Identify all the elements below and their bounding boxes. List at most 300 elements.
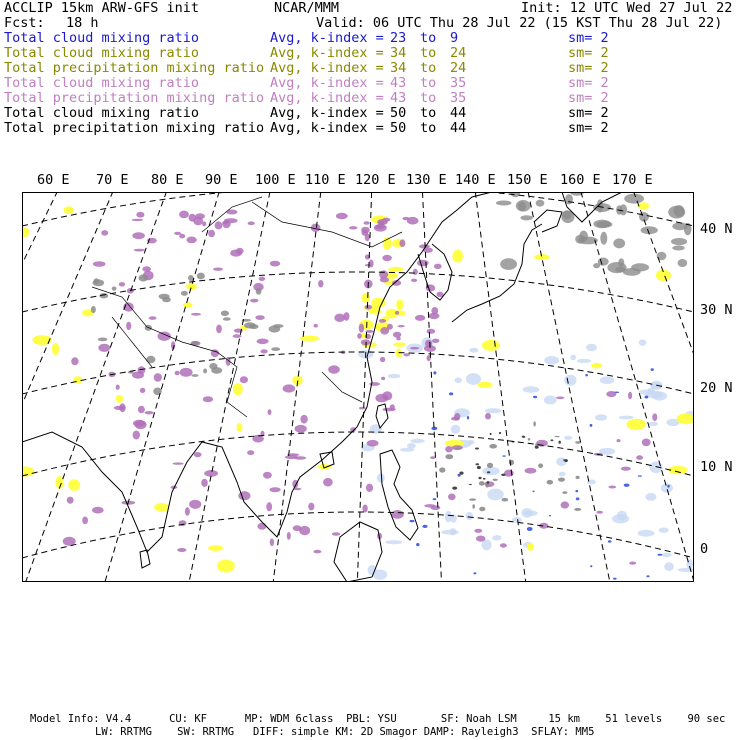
legend-k1: 43 xyxy=(390,90,407,106)
legend-sm: sm= 2 xyxy=(568,60,609,76)
cloud-cell xyxy=(585,374,588,376)
cloud-cell xyxy=(415,315,425,321)
cloud-cell xyxy=(500,543,507,547)
cloud-cell xyxy=(393,332,401,338)
cloud-cell xyxy=(396,337,400,341)
cloud-cell xyxy=(398,325,405,327)
cloud-cell xyxy=(313,550,321,554)
cloud-cell xyxy=(565,194,573,204)
cloud-cell xyxy=(591,363,602,369)
cloud-cell xyxy=(379,319,386,323)
cloud-cell xyxy=(606,391,616,397)
cloud-cell xyxy=(93,261,106,267)
cloud-cell xyxy=(180,368,193,377)
legend-to: to xyxy=(420,105,437,121)
cloud-cell xyxy=(73,376,82,383)
cloud-cell xyxy=(477,466,481,469)
cloud-cell xyxy=(359,407,366,410)
cloud-cell xyxy=(285,455,298,459)
cloud-cell xyxy=(255,315,264,320)
legend-to: to xyxy=(420,120,437,136)
cloud-cell xyxy=(472,504,475,508)
cloud-cell xyxy=(189,500,201,509)
cloud-cell xyxy=(476,536,485,542)
cloud-cell xyxy=(201,479,208,487)
cloud-cell xyxy=(646,575,649,577)
cloud-cell xyxy=(645,396,649,399)
cloud-cell xyxy=(261,349,268,353)
cloud-cell xyxy=(135,420,147,429)
cloud-cell xyxy=(672,222,687,230)
cloud-cell xyxy=(678,259,688,267)
cloud-cell xyxy=(361,227,370,234)
cloud-cell xyxy=(375,225,385,230)
cloud-cell xyxy=(175,371,180,376)
cloud-cell xyxy=(357,333,362,339)
cloud-cell xyxy=(203,369,207,374)
legend-sm: sm= 2 xyxy=(568,105,609,121)
cloud-cell xyxy=(328,365,340,374)
cloud-cell xyxy=(400,448,415,452)
cloud-cell xyxy=(323,478,333,487)
cloud-cell xyxy=(362,293,371,303)
legend-name: Total cloud mixing ratio xyxy=(4,30,200,46)
legend-name: Total precipitation mixing ratio xyxy=(4,90,265,106)
cloud-cell xyxy=(596,511,603,514)
cloud-cell xyxy=(91,306,96,313)
cloud-cell xyxy=(238,491,250,500)
cloud-cell xyxy=(270,261,280,267)
cloud-cell xyxy=(661,483,673,492)
cloud-cell xyxy=(283,384,296,392)
cloud-cell xyxy=(638,475,642,476)
cloud-cell xyxy=(399,239,405,247)
legend-sm: sm= 2 xyxy=(568,30,609,46)
forecast-hour: 18 h xyxy=(66,15,99,31)
cloud-cell xyxy=(68,479,80,491)
cloud-cell xyxy=(467,440,474,445)
cloud-cell xyxy=(613,578,617,580)
legend-name: Total cloud mixing ratio xyxy=(4,75,200,91)
cloud-cell xyxy=(119,282,125,286)
cloud-cell xyxy=(268,409,272,415)
cloud-cell xyxy=(564,375,576,386)
cloud-cell xyxy=(624,484,630,487)
cloud-cell xyxy=(652,413,657,421)
longitude-label: 80 E xyxy=(151,172,184,188)
cloud-cell xyxy=(132,232,145,239)
cloud-cell xyxy=(32,335,51,345)
latitude-label: 20 N xyxy=(700,380,733,396)
cloud-cell xyxy=(483,478,486,480)
legend-k2: 9 xyxy=(450,30,459,46)
cloud-cell xyxy=(295,425,307,433)
cloud-cell xyxy=(608,486,616,489)
cloud-cell xyxy=(671,238,687,245)
cloud-cell xyxy=(547,480,554,485)
cloud-cell xyxy=(271,347,280,351)
legend-k2: 24 xyxy=(450,45,467,61)
cloud-cell xyxy=(332,532,340,535)
cloud-cell xyxy=(636,455,643,460)
cloud-cell xyxy=(270,487,281,492)
cloud-cell xyxy=(493,479,498,481)
cloud-cell xyxy=(535,446,539,449)
cloud-cell xyxy=(183,302,193,308)
cloud-cell xyxy=(502,498,509,502)
cloud-cell xyxy=(678,568,695,572)
legend-to: to xyxy=(420,90,437,106)
cloud-cell xyxy=(586,344,597,351)
cloud-cell xyxy=(482,340,500,351)
cloud-cell xyxy=(194,452,202,457)
cloud-cell xyxy=(154,373,162,382)
legend-avg: Avg, k-index = xyxy=(270,60,384,76)
cloud-cell xyxy=(528,438,531,441)
legend-name: Total precipitation mixing ratio xyxy=(4,120,265,136)
cloud-cell xyxy=(618,258,624,267)
legend-avg: Avg, k-index = xyxy=(270,45,384,61)
cloud-cell xyxy=(533,396,537,398)
cloud-cell xyxy=(576,497,580,500)
cloud-cell xyxy=(411,439,425,443)
cloud-cell xyxy=(177,548,186,552)
cloud-cell xyxy=(487,463,493,468)
cloud-cell xyxy=(527,527,533,531)
legend-row xyxy=(0,76,740,91)
legend-name: Total cloud mixing ratio xyxy=(4,105,200,121)
cloud-cell xyxy=(430,456,435,459)
cloud-cell xyxy=(433,498,437,500)
cloud-cell xyxy=(416,543,419,546)
cloud-cell xyxy=(208,230,215,238)
cloud-cell xyxy=(645,493,656,501)
cloud-cell xyxy=(380,277,389,282)
legend-avg: Avg, k-index = xyxy=(270,120,384,136)
cloud-cell xyxy=(667,485,669,488)
cloud-cell xyxy=(532,491,534,493)
legend-to: to xyxy=(420,45,437,61)
cloud-cell xyxy=(620,204,628,215)
cloud-cell xyxy=(631,263,649,271)
cloud-cell xyxy=(63,206,74,214)
cloud-cell xyxy=(217,560,235,573)
cloud-cell xyxy=(349,226,357,229)
longitude-label: 110 E xyxy=(305,172,346,188)
cloud-cell xyxy=(556,397,564,400)
cloud-cell xyxy=(273,324,283,328)
cloud-cell xyxy=(67,497,74,504)
cloud-cell xyxy=(523,386,540,392)
cloud-cell xyxy=(544,356,559,365)
longitude-label: 170 E xyxy=(612,172,653,188)
latitude-label: 0 xyxy=(700,541,709,557)
cloud-cell xyxy=(266,502,272,511)
legend-k1: 50 xyxy=(390,105,407,121)
longitude-label: 130 E xyxy=(406,172,447,188)
cloud-cell xyxy=(393,342,406,346)
latitude-label: 30 N xyxy=(700,302,733,318)
cloud-cell xyxy=(364,221,370,225)
cloud-cell xyxy=(439,467,445,472)
cloud-cell xyxy=(596,221,612,228)
cloud-cell xyxy=(221,311,229,317)
cloud-cell xyxy=(642,439,651,447)
cloud-cell xyxy=(479,507,485,512)
cloud-cell xyxy=(249,324,258,329)
legend-k2: 44 xyxy=(450,105,467,121)
cloud-cell xyxy=(562,491,567,494)
cloud-cell xyxy=(475,448,479,450)
product-title: ACCLIP 15km ARW-GFS init xyxy=(4,0,200,16)
forecast-map xyxy=(22,192,694,582)
cloud-cell xyxy=(485,408,502,413)
cloud-cell xyxy=(174,232,181,235)
latitude-label: 40 N xyxy=(700,221,733,237)
cloud-cell xyxy=(257,339,269,345)
cloud-cell xyxy=(502,455,506,456)
legend-sm: sm= 2 xyxy=(568,45,609,61)
cloud-cell xyxy=(380,327,389,335)
cloud-cell xyxy=(359,324,364,333)
cloud-cell xyxy=(395,311,399,315)
legend-k2: 24 xyxy=(450,60,467,76)
cloud-cell xyxy=(181,291,188,296)
cloud-cell xyxy=(317,464,331,469)
cloud-cell xyxy=(490,433,492,435)
cloud-cell xyxy=(520,215,532,220)
legend-sm: sm= 2 xyxy=(568,120,609,136)
legend-k2: 35 xyxy=(450,90,467,106)
cloud-cell xyxy=(101,230,108,236)
cloud-cell xyxy=(193,217,203,225)
cloud-cell xyxy=(362,505,367,513)
cloud-cell xyxy=(474,529,482,533)
cloud-cell xyxy=(179,211,189,219)
cloud-cell xyxy=(334,314,345,322)
cloud-cell xyxy=(629,562,636,565)
cloud-cell xyxy=(98,344,110,352)
legend-to: to xyxy=(420,30,437,46)
cloud-cell xyxy=(116,395,124,403)
longitude-label: 70 E xyxy=(96,172,129,188)
cloud-cell xyxy=(544,395,557,404)
cloud-cell xyxy=(259,277,265,281)
longitude-label: 90 E xyxy=(205,172,238,188)
cloud-cell xyxy=(404,353,410,356)
cloud-cell xyxy=(114,406,126,410)
cloud-cell xyxy=(621,467,631,471)
cloud-cell xyxy=(628,392,632,400)
cloud-cell xyxy=(600,376,615,384)
cloud-cell xyxy=(501,474,505,476)
cloud-cell xyxy=(617,511,627,520)
cloud-cell xyxy=(224,218,238,223)
cloud-cell xyxy=(145,411,154,414)
model-info-line2: LW: RRTMG SW: RRTMG DIFF: simple KM: 2D Smagor DAMP: Rayleigh3 SFLAY: MM5 xyxy=(95,726,595,738)
legend-name: Total precipitation mixing ratio xyxy=(4,60,265,76)
cloud-cell xyxy=(112,287,117,291)
cloud-cell xyxy=(459,472,463,475)
cloud-cell xyxy=(638,530,655,537)
cloud-cell xyxy=(652,391,667,400)
cloud-cell xyxy=(445,446,452,452)
cloud-cell xyxy=(146,356,155,364)
legend-to: to xyxy=(420,60,437,76)
legend-row xyxy=(0,106,740,121)
cloud-cell xyxy=(649,422,658,427)
cloud-cell xyxy=(134,249,145,252)
legend-k2: 35 xyxy=(450,75,467,91)
cloud-cell xyxy=(385,540,402,544)
cloud-cell xyxy=(294,488,302,490)
cloud-cell xyxy=(626,419,645,430)
longitude-label: 120 E xyxy=(355,172,396,188)
cloud-cell xyxy=(575,235,585,244)
cloud-cell xyxy=(467,416,469,419)
model-info-line1: Model Info: V4.4 CU: KF MP: WDM 6class PBL: YSU SF: Noah LSM 15 km 51 levels 90 sec xyxy=(30,713,726,725)
cloud-cell xyxy=(149,316,157,320)
cloud-cell xyxy=(211,367,222,374)
cloud-cell xyxy=(140,388,146,393)
cloud-cell xyxy=(388,374,401,378)
cloud-cell xyxy=(299,526,310,535)
cloud-cell xyxy=(469,348,478,353)
cloud-cell xyxy=(172,462,183,464)
legend-k2: 44 xyxy=(450,120,467,136)
cloud-cell xyxy=(664,562,674,571)
cloud-cell xyxy=(570,355,576,361)
cloud-cell xyxy=(367,440,379,447)
cloud-cell xyxy=(318,280,323,287)
legend-row xyxy=(0,91,740,106)
longitude-label: 140 E xyxy=(455,172,496,188)
cloud-cell xyxy=(562,210,571,219)
cloud-cell xyxy=(482,467,499,476)
cloud-cell xyxy=(375,394,388,403)
cloud-cell xyxy=(314,324,318,328)
cloud-cell xyxy=(203,396,213,402)
cloud-cell xyxy=(132,219,143,221)
cloud-cell xyxy=(365,305,372,310)
cloud-cell xyxy=(527,543,534,551)
cloud-cell xyxy=(555,436,560,437)
cloud-cell xyxy=(450,528,456,535)
cloud-cell xyxy=(230,250,242,257)
cloud-cell xyxy=(132,372,144,379)
cloud-cell xyxy=(452,487,457,490)
legend-row xyxy=(0,61,740,76)
cloud-cell xyxy=(590,565,592,567)
cloud-cell xyxy=(487,481,490,484)
cloud-cell xyxy=(536,200,545,207)
cloud-cell xyxy=(411,279,417,282)
latitude-label: 10 N xyxy=(700,459,733,475)
cloud-cell xyxy=(270,539,274,547)
cloud-cell xyxy=(445,454,453,459)
cloud-cell xyxy=(479,481,485,486)
cloud-cell xyxy=(489,444,497,449)
cloud-cell xyxy=(93,279,105,286)
cloud-cell xyxy=(433,371,436,374)
cloud-cell xyxy=(492,535,501,540)
cloud-cell xyxy=(674,205,685,217)
cloud-cell xyxy=(240,376,248,383)
cloud-cell xyxy=(485,483,489,487)
cloud-cell xyxy=(561,501,570,508)
longitude-label: 100 E xyxy=(255,172,296,188)
legend-sm: sm= 2 xyxy=(568,75,609,91)
cloud-cell xyxy=(215,221,223,229)
cloud-cell xyxy=(451,425,461,434)
cloud-cell xyxy=(208,545,223,551)
legend-k1: 34 xyxy=(390,60,407,76)
cloud-cell xyxy=(496,201,512,206)
cloud-cell xyxy=(595,414,607,420)
cloud-cell xyxy=(236,423,242,432)
cloud-cell xyxy=(139,274,149,281)
legend-name: Total cloud mixing ratio xyxy=(4,45,200,61)
cloud-cell xyxy=(248,221,255,225)
cloud-cell xyxy=(469,484,472,485)
cloud-cell xyxy=(574,508,581,511)
cloud-cell xyxy=(422,525,427,528)
cloud-cell xyxy=(52,343,59,355)
cloud-cell xyxy=(162,297,171,302)
cloud-cell xyxy=(549,515,551,516)
cloud-cell xyxy=(410,347,419,350)
cloud-cell xyxy=(287,532,291,540)
cloud-cell xyxy=(558,478,565,482)
cloud-cell xyxy=(138,406,145,413)
legend-avg: Avg, k-index = xyxy=(270,90,384,106)
cloud-cell xyxy=(550,439,553,441)
cloud-cell xyxy=(518,202,526,212)
cloud-cell xyxy=(213,268,223,271)
cloud-cell xyxy=(473,572,476,574)
cloud-cell xyxy=(534,254,550,260)
organization-label: NCAR/MMM xyxy=(274,0,340,16)
cloud-cell xyxy=(369,382,380,386)
cloud-cell xyxy=(455,447,461,449)
cloud-cell xyxy=(590,424,593,427)
cloud-cell xyxy=(365,264,372,266)
cloud-cell xyxy=(538,463,543,468)
cloud-cell xyxy=(576,476,580,479)
cloud-cell xyxy=(380,357,385,362)
cloud-cell xyxy=(619,416,634,420)
cloud-cell xyxy=(615,267,625,272)
cloud-cell xyxy=(672,246,684,251)
cloud-cell xyxy=(300,415,307,424)
cloud-cell xyxy=(233,383,243,395)
cloud-cell xyxy=(577,359,591,363)
legend-sm: sm= 2 xyxy=(568,90,609,106)
init-time: Init: 12 UTC Wed 27 Jul 22 xyxy=(521,0,733,16)
legend-to: to xyxy=(420,75,437,91)
cloud-cell xyxy=(564,459,568,462)
cloud-cell xyxy=(487,489,504,501)
cloud-cell xyxy=(617,439,621,442)
cloud-cell xyxy=(233,334,242,338)
cloud-cell xyxy=(525,468,537,474)
cloud-cell xyxy=(613,238,625,248)
longitude-label: 160 E xyxy=(560,172,601,188)
cloud-cell xyxy=(382,255,392,261)
cloud-cell xyxy=(466,512,474,520)
cloud-cell xyxy=(487,471,490,473)
cloud-cell xyxy=(564,436,572,440)
